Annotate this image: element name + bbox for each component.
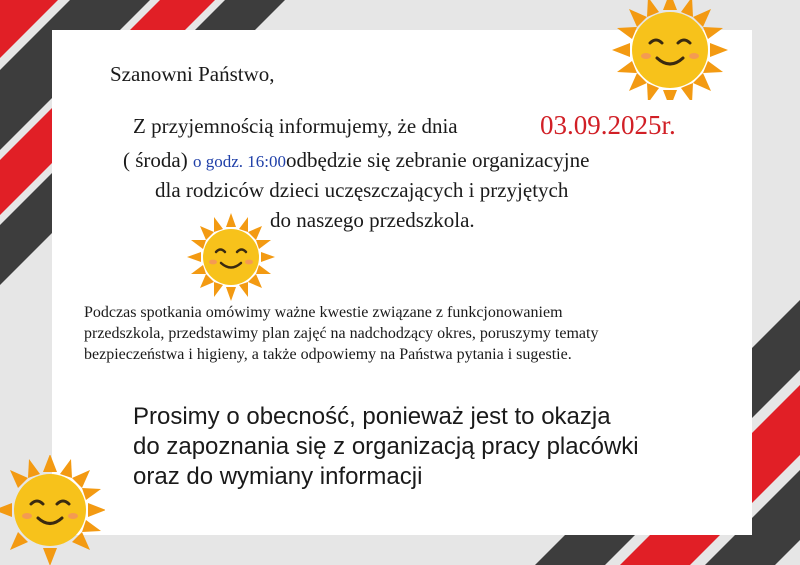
meeting-description: odbędzie się zebranie organizacyjne <box>286 148 590 172</box>
closing-line: Prosimy o obecność, ponieważ jest to okazja <box>133 403 611 430</box>
intro-line: Z przyjemnością informujemy, że dnia <box>133 114 458 138</box>
meeting-date: 03.09.2025r. <box>540 110 676 140</box>
meeting-day: ( środa) <box>123 148 188 172</box>
agenda-line: przedszkola, przedstawimy plan zajęć na nadchodzący okres, poruszymy tematy <box>84 325 599 342</box>
closing-line: oraz do wymiany informacji <box>133 463 423 490</box>
smiling-sun-icon <box>608 0 732 100</box>
closing-text <box>133 402 639 492</box>
agenda-paragraph <box>84 302 704 365</box>
smiling-sun-icon <box>0 455 105 565</box>
smiling-sun-icon <box>186 212 276 302</box>
audience-line: dla rodziców dzieci uczęszczających i przyjętych <box>155 178 569 202</box>
audience-line-2: do naszego przedszkola. <box>270 208 475 232</box>
meeting-time: o godz. 16:00 <box>192 152 287 171</box>
closing-line: do zapoznania się z organizacją pracy placówki <box>133 433 639 460</box>
day-time-line <box>123 148 589 173</box>
agenda-line: Podczas spotkania omówimy ważne kwestie związane z funkcjonowaniem <box>84 304 563 321</box>
greeting: Szanowni Państwo, <box>110 62 275 86</box>
agenda-line: bezpieczeństwa i higieny, a także odpowiemy na Państwa pytania i sugestie. <box>84 346 572 363</box>
